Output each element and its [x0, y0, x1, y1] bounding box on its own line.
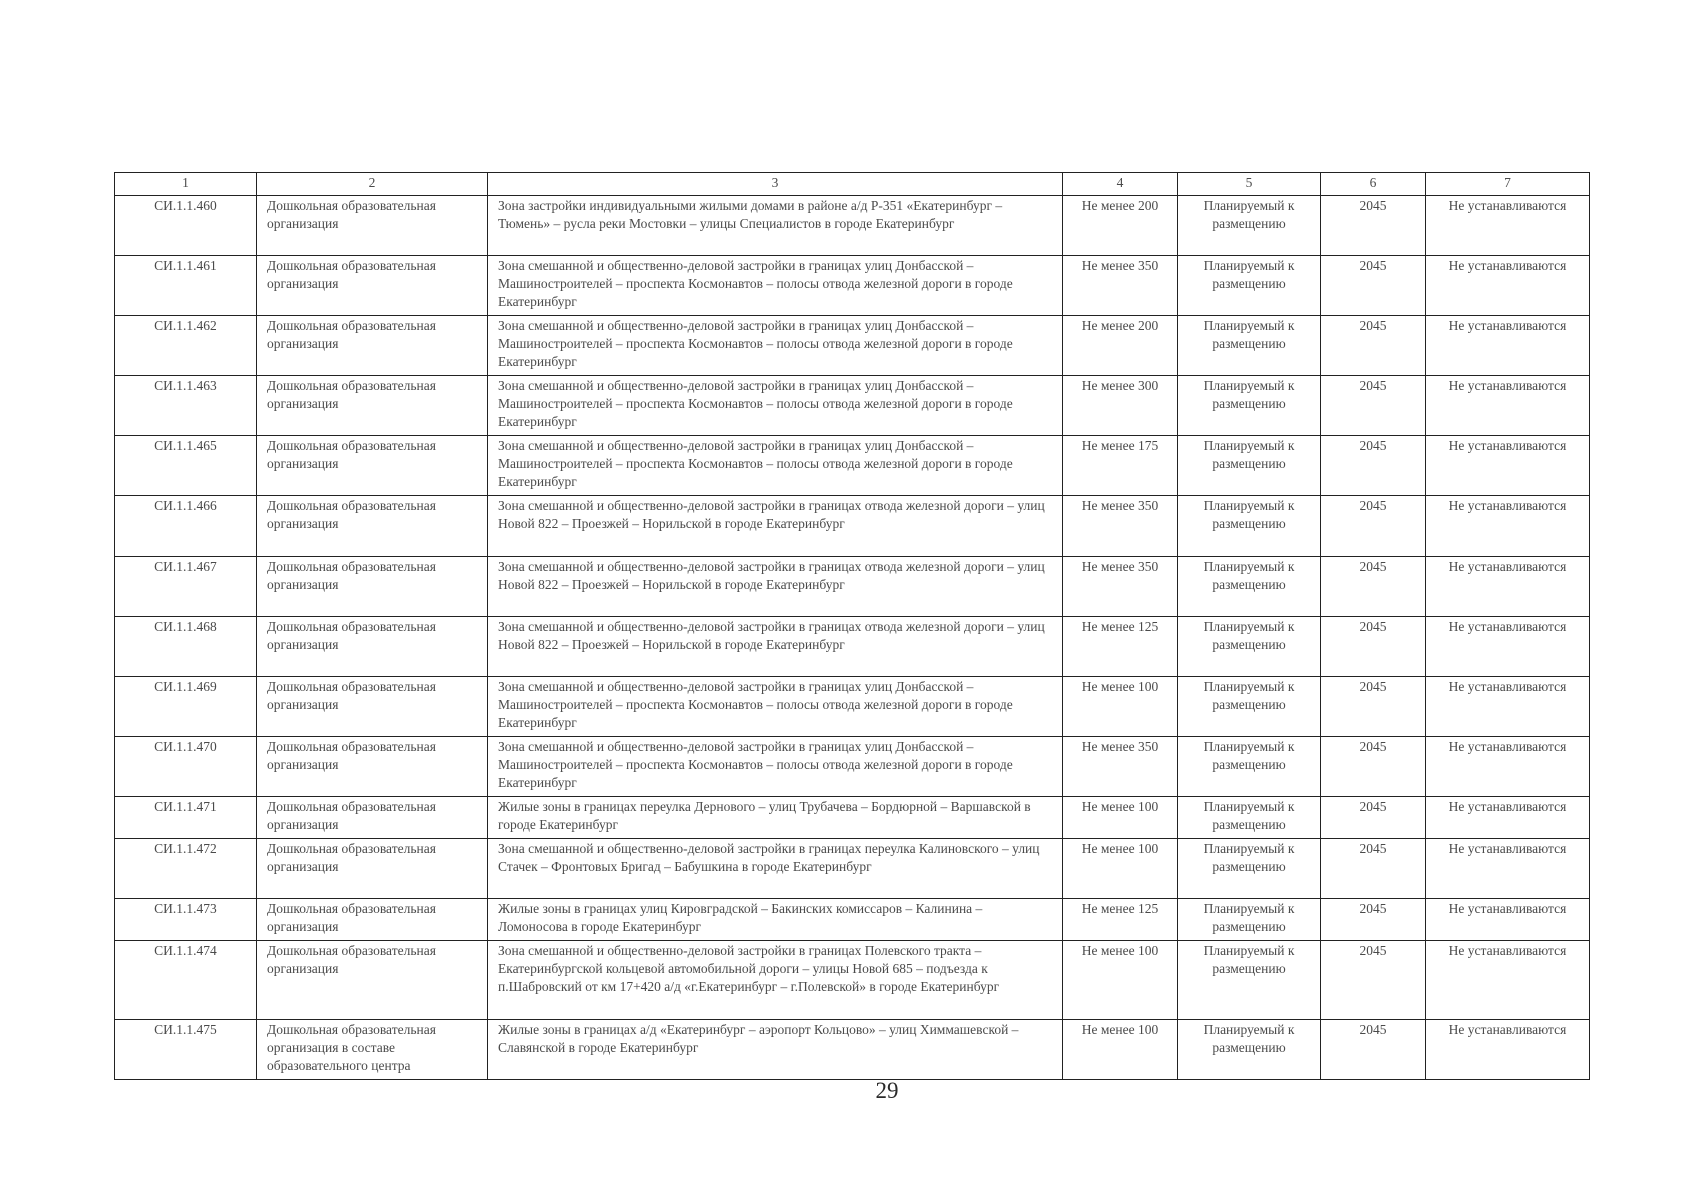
row-id: СИ.1.1.474 [115, 941, 257, 1020]
row-capacity: Не менее 200 [1063, 316, 1178, 376]
row-name: Дошкольная образовательная организация [257, 256, 488, 316]
row-year: 2045 [1321, 677, 1426, 737]
table-row [115, 617, 1590, 677]
row-year: 2045 [1321, 797, 1426, 839]
row-name: Дошкольная образовательная организация [257, 617, 488, 677]
row-capacity: Не менее 350 [1063, 737, 1178, 797]
row-year: 2045 [1321, 839, 1426, 899]
row-location: Зона смешанной и общественно-деловой застройки в границах улиц Донбасской – Машиностроителей – проспекта Космонавтов – полосы отвода железной дороги в городе Екатеринбург [488, 436, 1063, 496]
row-zones: Не устанавливаются [1426, 436, 1590, 496]
row-capacity: Не менее 175 [1063, 436, 1178, 496]
table-row [115, 436, 1590, 496]
row-status: Планируемый к размещению [1178, 941, 1321, 1020]
row-status: Планируемый к размещению [1178, 1020, 1321, 1080]
row-year: 2045 [1321, 617, 1426, 677]
row-status: Планируемый к размещению [1178, 496, 1321, 557]
row-location: Зона смешанной и общественно-деловой застройки в границах отвода железной дороги – улиц Новой 822 – Проезжей – Норильской в городе Екатеринбург [488, 557, 1063, 617]
row-year: 2045 [1321, 436, 1426, 496]
row-status: Планируемый к размещению [1178, 256, 1321, 316]
page-number: 29 [875, 1078, 899, 1103]
row-status: Планируемый к размещению [1178, 617, 1321, 677]
row-id: СИ.1.1.467 [115, 557, 257, 617]
header-cell-3: 3 [488, 173, 1063, 196]
row-name: Дошкольная образовательная организация [257, 316, 488, 376]
row-capacity: Не менее 100 [1063, 941, 1178, 1020]
row-capacity: Не менее 300 [1063, 376, 1178, 436]
row-capacity: Не менее 350 [1063, 256, 1178, 316]
row-capacity: Не менее 100 [1063, 839, 1178, 899]
table-row [115, 496, 1590, 557]
header-cell-6: 6 [1321, 173, 1426, 196]
table-row [115, 557, 1590, 617]
row-name: Дошкольная образовательная организация в составе образовательного центра [257, 1020, 488, 1080]
row-name: Дошкольная образовательная организация [257, 797, 488, 839]
row-year: 2045 [1321, 557, 1426, 617]
row-zones: Не устанавливаются [1426, 737, 1590, 797]
row-year: 2045 [1321, 196, 1426, 256]
row-year: 2045 [1321, 256, 1426, 316]
row-zones: Не устанавливаются [1426, 941, 1590, 1020]
row-status: Планируемый к размещению [1178, 677, 1321, 737]
row-location: Жилые зоны в границах переулка Дернового – улиц Трубачева – Бордюрной – Варшавской в городе Екатеринбург [488, 797, 1063, 839]
row-status: Планируемый к размещению [1178, 316, 1321, 376]
table-row [115, 1020, 1590, 1080]
row-zones: Не устанавливаются [1426, 496, 1590, 557]
row-name: Дошкольная образовательная организация [257, 376, 488, 436]
row-zones: Не устанавливаются [1426, 557, 1590, 617]
row-location: Зона смешанной и общественно-деловой застройки в границах улиц Донбасской – Машиностроителей – проспекта Космонавтов – полосы отвода железной дороги в городе Екатеринбург [488, 376, 1063, 436]
header-cell-2: 2 [257, 173, 488, 196]
row-zones: Не устанавливаются [1426, 677, 1590, 737]
row-id: СИ.1.1.466 [115, 496, 257, 557]
row-year: 2045 [1321, 316, 1426, 376]
row-status: Планируемый к размещению [1178, 376, 1321, 436]
row-id: СИ.1.1.468 [115, 617, 257, 677]
row-id: СИ.1.1.473 [115, 899, 257, 941]
row-zones: Не устанавливаются [1426, 617, 1590, 677]
row-id: СИ.1.1.462 [115, 316, 257, 376]
row-zones: Не устанавливаются [1426, 797, 1590, 839]
row-id: СИ.1.1.472 [115, 839, 257, 899]
row-location: Жилые зоны в границах а/д «Екатеринбург – аэропорт Кольцово» – улиц Химмашевской – Славянской в городе Екатеринбург [488, 1020, 1063, 1080]
row-location: Зона смешанной и общественно-деловой застройки в границах отвода железной дороги – улиц Новой 822 – Проезжей – Норильской в городе Екатеринбург [488, 617, 1063, 677]
row-name: Дошкольная образовательная организация [257, 557, 488, 617]
table-body [115, 196, 1590, 1080]
row-id: СИ.1.1.461 [115, 256, 257, 316]
table-row [115, 797, 1590, 839]
row-year: 2045 [1321, 941, 1426, 1020]
table-row [115, 899, 1590, 941]
row-capacity: Не менее 100 [1063, 677, 1178, 737]
header-cell-7: 7 [1426, 173, 1590, 196]
table-row [115, 839, 1590, 899]
table-row [115, 677, 1590, 737]
row-id: СИ.1.1.460 [115, 196, 257, 256]
table-header-row [115, 173, 1590, 196]
table-row [115, 376, 1590, 436]
header-cell-5: 5 [1178, 173, 1321, 196]
row-id: СИ.1.1.471 [115, 797, 257, 839]
row-id: СИ.1.1.469 [115, 677, 257, 737]
row-status: Планируемый к размещению [1178, 797, 1321, 839]
objects-table [114, 172, 1590, 1080]
row-name: Дошкольная образовательная организация [257, 436, 488, 496]
row-zones: Не устанавливаются [1426, 839, 1590, 899]
row-year: 2045 [1321, 376, 1426, 436]
row-location: Зона смешанной и общественно-деловой застройки в границах улиц Донбасской – Машиностроителей – проспекта Космонавтов – полосы отвода железной дороги в городе Екатеринбург [488, 256, 1063, 316]
table-row [115, 941, 1590, 1020]
table-row [115, 196, 1590, 256]
row-capacity: Не менее 200 [1063, 196, 1178, 256]
row-status: Планируемый к размещению [1178, 737, 1321, 797]
row-name: Дошкольная образовательная организация [257, 899, 488, 941]
row-name: Дошкольная образовательная организация [257, 496, 488, 557]
row-status: Планируемый к размещению [1178, 196, 1321, 256]
table-row [115, 316, 1590, 376]
row-year: 2045 [1321, 496, 1426, 557]
row-zones: Не устанавливаются [1426, 376, 1590, 436]
row-name: Дошкольная образовательная организация [257, 737, 488, 797]
header-cell-1: 1 [115, 173, 257, 196]
row-zones: Не устанавливаются [1426, 1020, 1590, 1080]
row-status: Планируемый к размещению [1178, 899, 1321, 941]
row-location: Жилые зоны в границах улиц Кировградской – Бакинских комиссаров – Калинина – Ломоносова в городе Екатеринбург [488, 899, 1063, 941]
row-zones: Не устанавливаются [1426, 316, 1590, 376]
row-capacity: Не менее 100 [1063, 797, 1178, 839]
row-location: Зона смешанной и общественно-деловой застройки в границах переулка Калиновского – улиц Стачек – Фронтовых Бригад – Бабушкина в городе Екатеринбург [488, 839, 1063, 899]
row-name: Дошкольная образовательная организация [257, 941, 488, 1020]
row-name: Дошкольная образовательная организация [257, 839, 488, 899]
row-zones: Не устанавливаются [1426, 196, 1590, 256]
row-location: Зона смешанной и общественно-деловой застройки в границах отвода железной дороги – улиц Новой 822 – Проезжей – Норильской в городе Екатеринбург [488, 496, 1063, 557]
row-id: СИ.1.1.475 [115, 1020, 257, 1080]
row-year: 2045 [1321, 899, 1426, 941]
row-capacity: Не менее 350 [1063, 557, 1178, 617]
header-cell-4: 4 [1063, 173, 1178, 196]
row-capacity: Не менее 125 [1063, 617, 1178, 677]
row-capacity: Не менее 100 [1063, 1020, 1178, 1080]
row-id: СИ.1.1.465 [115, 436, 257, 496]
row-status: Планируемый к размещению [1178, 436, 1321, 496]
row-zones: Не устанавливаются [1426, 256, 1590, 316]
table-row [115, 256, 1590, 316]
row-id: СИ.1.1.463 [115, 376, 257, 436]
row-location: Зона застройки индивидуальными жилыми домами в районе а/д Р-351 «Екатеринбург – Тюмень» – русла реки Мостовки – улицы Специалистов в городе Екатеринбург [488, 196, 1063, 256]
row-location: Зона смешанной и общественно-деловой застройки в границах Полевского тракта – Екатеринбургской кольцевой автомобильной дороги – улицы Новой 685 – подъезда к п.Шабровский от км 17+420 а/д «г.Екатеринбург – г.Полевской» в городе Екатеринбург [488, 941, 1063, 1020]
row-status: Планируемый к размещению [1178, 839, 1321, 899]
row-capacity: Не менее 350 [1063, 496, 1178, 557]
row-year: 2045 [1321, 737, 1426, 797]
row-name: Дошкольная образовательная организация [257, 196, 488, 256]
row-zones: Не устанавливаются [1426, 899, 1590, 941]
table-row [115, 737, 1590, 797]
row-status: Планируемый к размещению [1178, 557, 1321, 617]
row-id: СИ.1.1.470 [115, 737, 257, 797]
row-year: 2045 [1321, 1020, 1426, 1080]
row-location: Зона смешанной и общественно-деловой застройки в границах улиц Донбасской – Машиностроителей – проспекта Космонавтов – полосы отвода железной дороги в городе Екатеринбург [488, 737, 1063, 797]
row-location: Зона смешанной и общественно-деловой застройки в границах улиц Донбасской – Машиностроителей – проспекта Космонавтов – полосы отвода железной дороги в городе Екатеринбург [488, 677, 1063, 737]
row-capacity: Не менее 125 [1063, 899, 1178, 941]
row-name: Дошкольная образовательная организация [257, 677, 488, 737]
row-location: Зона смешанной и общественно-деловой застройки в границах улиц Донбасской – Машиностроителей – проспекта Космонавтов – полосы отвода железной дороги в городе Екатеринбург [488, 316, 1063, 376]
